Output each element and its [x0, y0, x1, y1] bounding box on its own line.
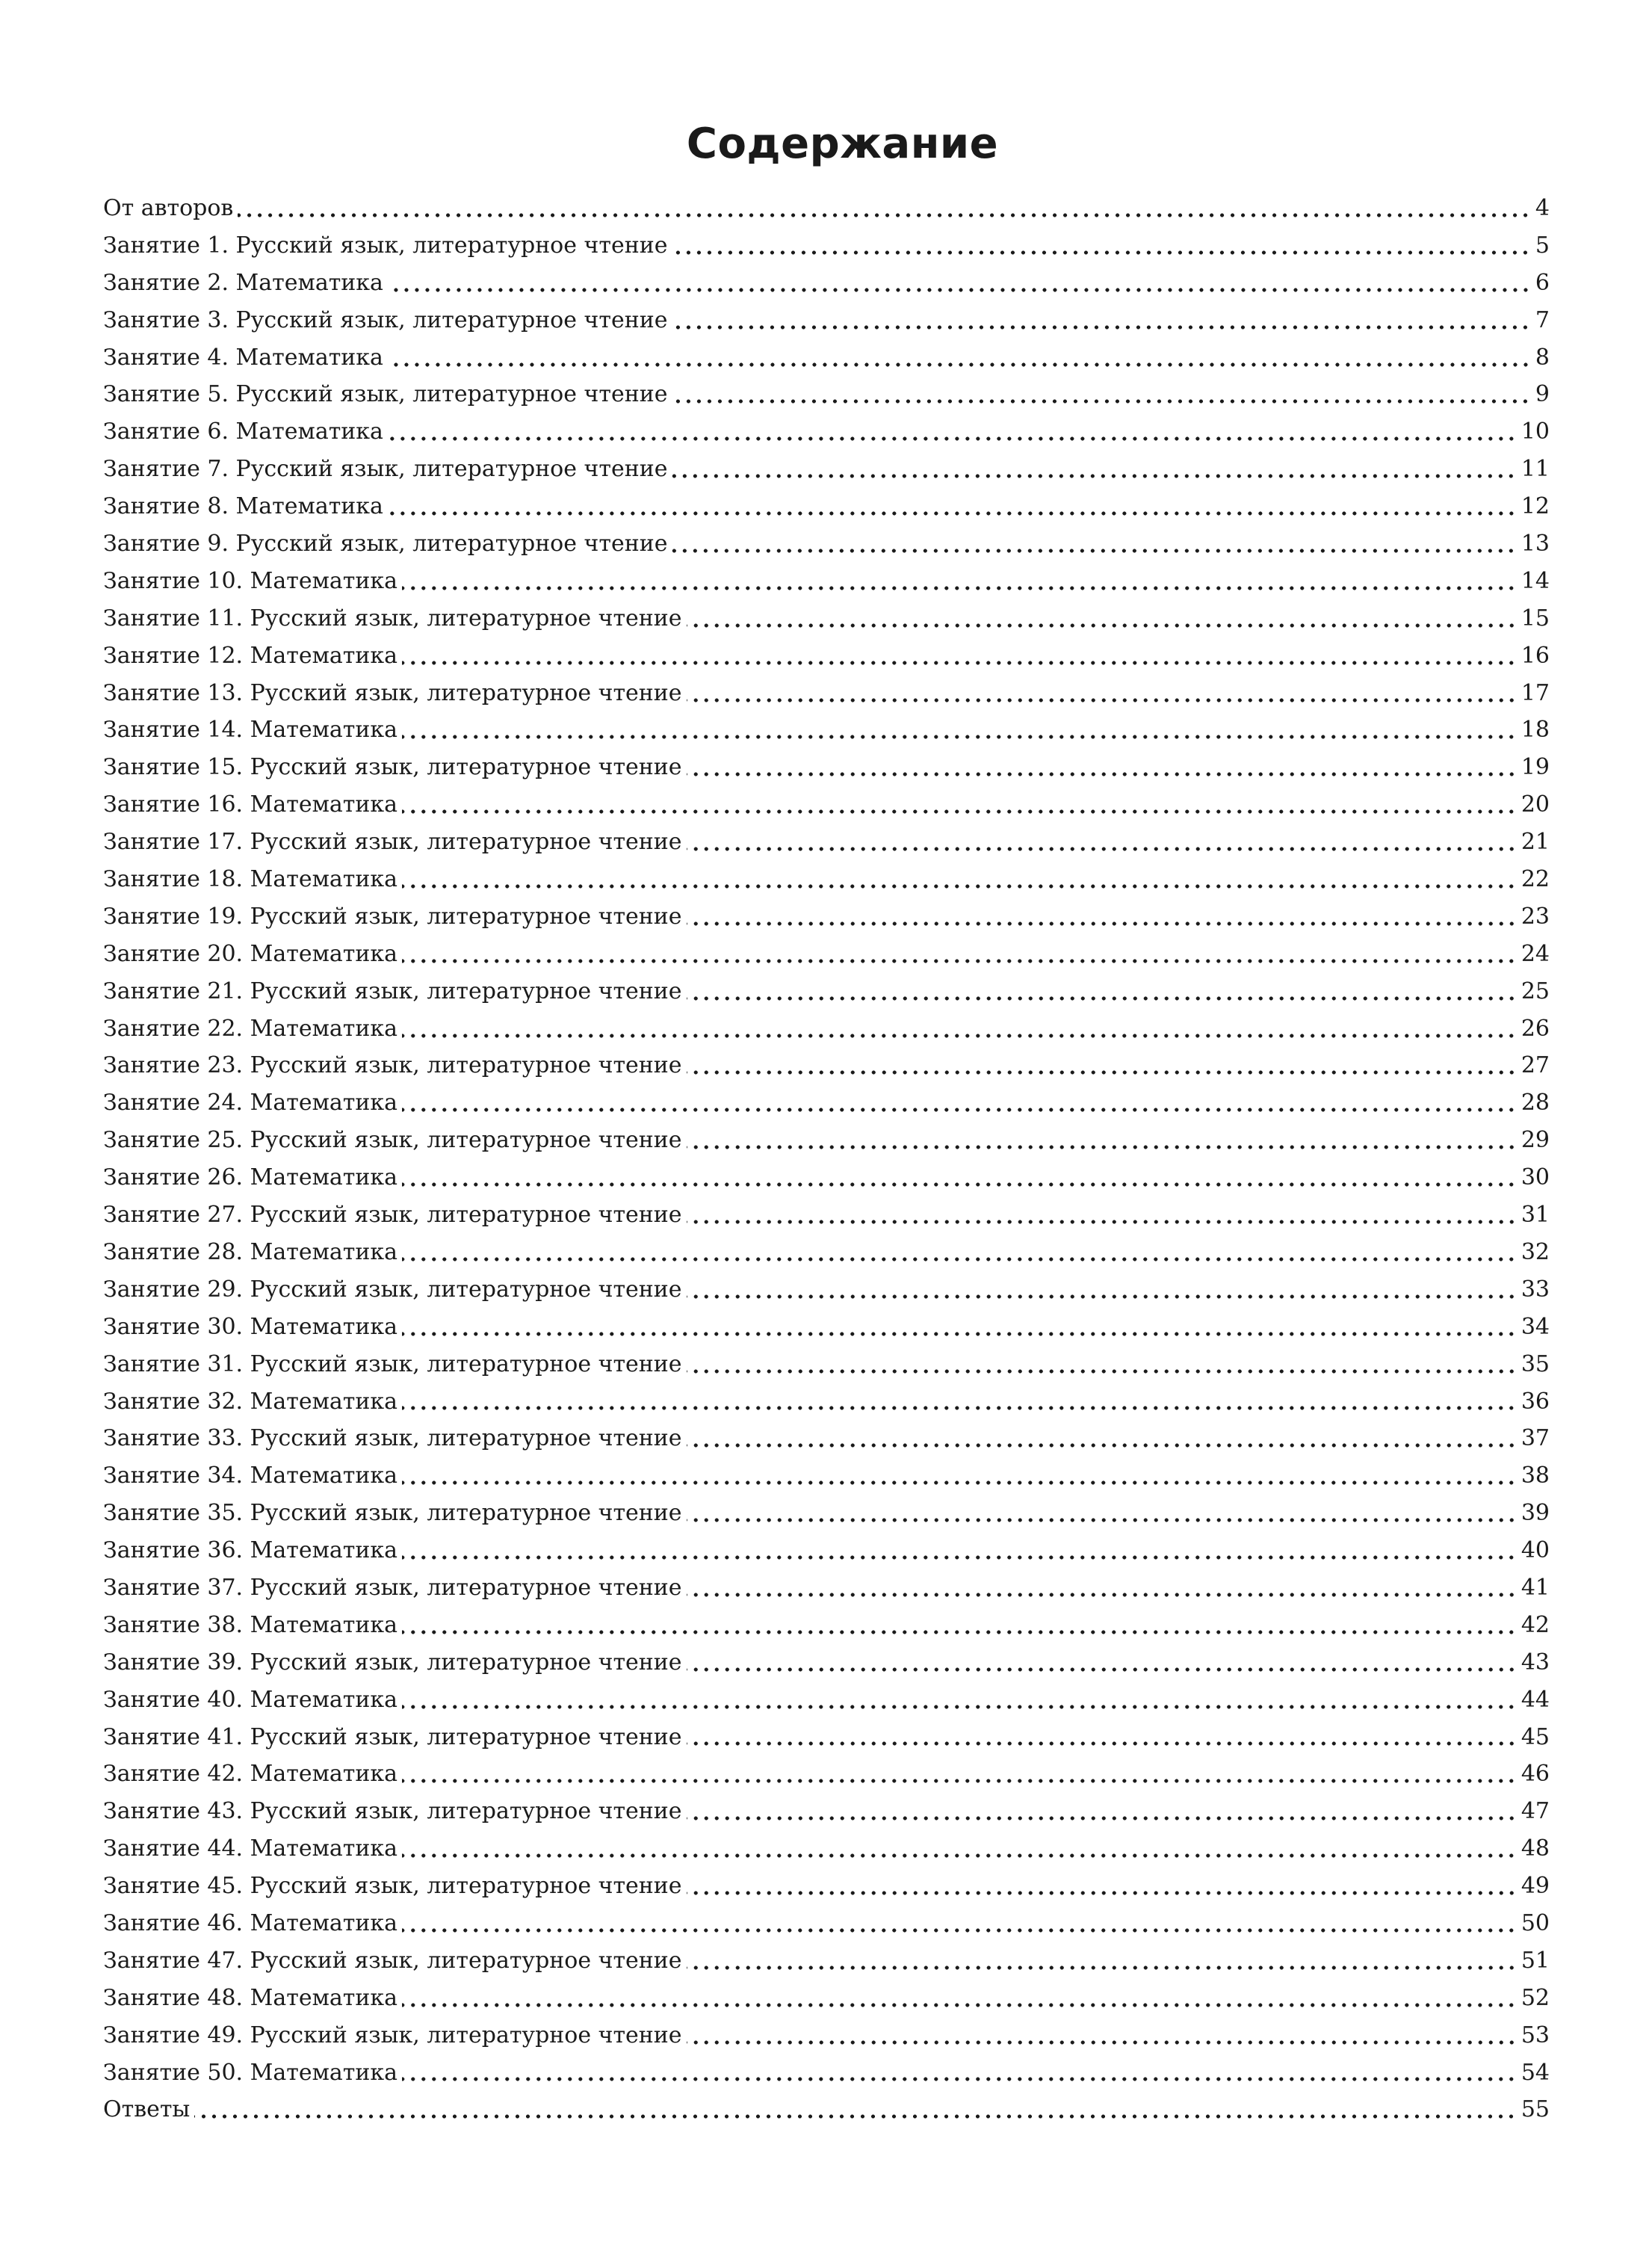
toc-entry-label: Занятие 9. Русский язык, литературное чтение — [103, 531, 668, 558]
toc-entry — [103, 1309, 1550, 1346]
dot-leader — [687, 1964, 1517, 1971]
toc-entry-label: Занятие 16. Математика — [103, 791, 398, 818]
toc-entry-label: Занятие 28. Математика — [103, 1238, 398, 1265]
toc-entry — [103, 898, 1550, 936]
dot-leader — [402, 808, 1517, 815]
toc-entry-page-number: 7 — [1535, 306, 1550, 333]
toc-entry-label: Занятие 19. Русский язык, литературное чтение — [103, 903, 682, 930]
dot-leader — [402, 883, 1517, 890]
toc-entry — [103, 1084, 1550, 1122]
toc-entry-label: Занятие 15. Русский язык, литературное чтение — [103, 754, 682, 781]
toc-entry-page-number: 46 — [1520, 1761, 1550, 1788]
toc-entry — [103, 1830, 1550, 1868]
toc-entry-page-number: 11 — [1520, 456, 1550, 483]
toc-entry — [103, 190, 1550, 227]
toc-entry — [103, 413, 1550, 451]
dot-leader — [687, 1740, 1517, 1747]
toc-entry-page-number: 19 — [1520, 754, 1550, 781]
toc-entry-page-number: 33 — [1520, 1276, 1550, 1303]
toc-entry-page-number: 43 — [1520, 1649, 1550, 1676]
toc-entry-page-number: 29 — [1520, 1127, 1550, 1154]
toc-entry — [103, 936, 1550, 973]
toc-entry-page-number: 15 — [1520, 605, 1550, 631]
toc-entry-label: Занятие 24. Математика — [103, 1090, 398, 1117]
dot-leader — [672, 249, 1530, 256]
toc-entry — [103, 637, 1550, 675]
toc-entry-label: Занятие 30. Математика — [103, 1313, 398, 1340]
toc-entry — [103, 675, 1550, 712]
dot-leader — [402, 1554, 1517, 1561]
toc-entry — [103, 749, 1550, 786]
toc-entry — [103, 1532, 1550, 1569]
dot-leader — [687, 1143, 1517, 1151]
toc-entry — [103, 451, 1550, 488]
toc-entry — [103, 861, 1550, 898]
dot-leader — [402, 584, 1517, 592]
toc-entry — [103, 1607, 1550, 1644]
toc-entry-label: Занятие 2. Математика — [103, 269, 383, 296]
toc-entry-label: Занятие 18. Математика — [103, 866, 398, 893]
toc-entry-label: Занятие 8. Математика — [103, 493, 383, 520]
toc-entry-page-number: 13 — [1520, 531, 1550, 558]
dot-leader — [388, 435, 1517, 442]
toc-entry-page-number: 6 — [1535, 269, 1550, 296]
toc-entry-page-number: 23 — [1520, 903, 1550, 930]
toc-entry-label: Занятие 34. Математика — [103, 1463, 398, 1489]
toc-entry — [103, 1010, 1550, 1048]
toc-entry-label: Занятие 21. Русский язык, литературное чтение — [103, 978, 682, 1004]
toc-entry — [103, 1047, 1550, 1084]
toc-entry — [103, 1495, 1550, 1532]
toc-entry-page-number: 37 — [1520, 1425, 1550, 1452]
toc-entry — [103, 339, 1550, 377]
dot-leader — [402, 1032, 1517, 1040]
toc-entry-label: Занятие 27. Русский язык, литературное чтение — [103, 1202, 682, 1229]
toc-entry — [103, 1346, 1550, 1383]
toc-entry — [103, 1868, 1550, 1905]
toc-entry-page-number: 20 — [1520, 791, 1550, 818]
dot-leader — [402, 1777, 1517, 1785]
toc-entry-page-number: 48 — [1520, 1835, 1550, 1862]
dot-leader — [402, 2001, 1517, 2009]
toc-entry-page-number: 40 — [1520, 1537, 1550, 1564]
toc-entry-label: Занятие 13. Русский язык, литературное чтение — [103, 679, 682, 706]
toc-entry-label: Занятие 38. Математика — [103, 1611, 398, 1638]
toc-entry-page-number: 12 — [1520, 493, 1550, 520]
toc-entry-label: Занятие 43. Русский язык, литературное чтение — [103, 1798, 682, 1825]
toc-entry — [103, 2054, 1550, 2092]
toc-entry-label: Занятие 40. Математика — [103, 1686, 398, 1713]
toc-entry-page-number: 53 — [1520, 2022, 1550, 2048]
toc-entry-page-number: 4 — [1535, 195, 1550, 221]
toc-entry-page-number: 38 — [1520, 1463, 1550, 1489]
toc-entry-label: Занятие 31. Русский язык, литературное чтение — [103, 1350, 682, 1377]
toc-entry-page-number: 28 — [1520, 1090, 1550, 1117]
toc-entry — [103, 600, 1550, 637]
toc-entry — [103, 1420, 1550, 1457]
dot-leader — [687, 697, 1517, 704]
toc-entry-label: Занятие 41. Русский язык, литературное чтение — [103, 1723, 682, 1750]
toc-entry-label: Занятие 11. Русский язык, литературное чтение — [103, 605, 682, 631]
page-title: Содержание — [686, 120, 999, 168]
toc-entry — [103, 376, 1550, 413]
toc-entry — [103, 488, 1550, 525]
toc-entry — [103, 525, 1550, 563]
toc-entry-page-number: 42 — [1520, 1611, 1550, 1638]
dot-leader — [402, 1927, 1517, 1934]
toc-entry-page-number: 16 — [1520, 642, 1550, 669]
dot-leader — [672, 472, 1516, 480]
dot-leader — [402, 957, 1517, 965]
dot-leader — [402, 1852, 1517, 1859]
toc-entry-page-number: 34 — [1520, 1313, 1550, 1340]
dot-leader — [687, 1591, 1517, 1599]
toc-entry-page-number: 8 — [1535, 344, 1550, 371]
toc-entry-label: Занятие 1. Русский язык, литературное чтение — [103, 232, 668, 259]
dot-leader — [687, 845, 1517, 853]
toc-entry — [103, 227, 1550, 265]
toc-entry-page-number: 25 — [1520, 978, 1550, 1004]
dot-leader — [687, 771, 1517, 778]
dot-leader — [687, 1442, 1517, 1449]
toc-entry — [103, 1755, 1550, 1793]
toc-entry-page-number: 26 — [1520, 1015, 1550, 1042]
toc-entry — [103, 2091, 1550, 2128]
toc-entry-label: Занятие 23. Русский язык, литературное чтение — [103, 1052, 682, 1079]
toc-entry-page-number: 54 — [1520, 2059, 1550, 2086]
table-of-contents — [103, 190, 1550, 2128]
toc-entry-page-number: 30 — [1520, 1164, 1550, 1191]
dot-leader — [687, 1069, 1517, 1076]
toc-entry-label: Занятие 49. Русский язык, литературное чтение — [103, 2022, 682, 2048]
toc-entry-page-number: 41 — [1520, 1574, 1550, 1601]
dot-leader — [672, 547, 1516, 555]
toc-entry-label: Занятие 29. Русский язык, литературное чтение — [103, 1276, 682, 1303]
toc-entry-page-number: 45 — [1520, 1723, 1550, 1750]
toc-entry-label: Занятие 36. Математика — [103, 1537, 398, 1564]
dot-leader — [672, 324, 1530, 331]
toc-entry-label: Занятие 33. Русский язык, литературное чтение — [103, 1425, 682, 1452]
toc-entry-page-number: 10 — [1520, 419, 1550, 445]
dot-leader — [687, 1889, 1517, 1897]
toc-entry-page-number: 27 — [1520, 1052, 1550, 1079]
toc-entry — [103, 302, 1550, 339]
toc-entry-page-number: 35 — [1520, 1350, 1550, 1377]
toc-entry-label: Занятие 32. Математика — [103, 1388, 398, 1415]
dot-leader — [687, 995, 1517, 1002]
toc-entry-label: Занятие 17. Русский язык, литературное чтение — [103, 829, 682, 856]
toc-entry — [103, 1719, 1550, 1756]
toc-entry — [103, 563, 1550, 600]
dot-leader — [402, 1106, 1517, 1114]
dot-leader — [687, 1666, 1517, 1673]
toc-entry-page-number: 52 — [1520, 1984, 1550, 2011]
toc-entry-label: Занятие 37. Русский язык, литературное чтение — [103, 1574, 682, 1601]
toc-entry-label: Занятие 7. Русский язык, литературное чтение — [103, 456, 668, 483]
toc-entry-page-number: 17 — [1520, 679, 1550, 706]
toc-entry — [103, 1457, 1550, 1495]
toc-entry-page-number: 39 — [1520, 1500, 1550, 1527]
toc-entry-label: Занятие 14. Математика — [103, 717, 398, 744]
dot-leader — [402, 1330, 1517, 1338]
toc-entry-label: Занятие 6. Математика — [103, 419, 383, 445]
toc-entry — [103, 1383, 1550, 1421]
toc-entry-label: Занятие 44. Математика — [103, 1835, 398, 1862]
dot-leader — [238, 211, 1531, 219]
toc-entry — [103, 1644, 1550, 1682]
toc-entry-page-number: 24 — [1520, 940, 1550, 967]
dot-leader — [687, 1368, 1517, 1375]
toc-entry-label: Ответы — [103, 2096, 191, 2123]
toc-entry-label: Занятие 47. Русский язык, литературное чтение — [103, 1947, 682, 1974]
toc-entry — [103, 973, 1550, 1010]
dot-leader — [388, 510, 1517, 517]
toc-entry-label: Занятие 45. Русский язык, литературное чтение — [103, 1873, 682, 1900]
toc-entry — [103, 1682, 1550, 1719]
toc-entry — [103, 711, 1550, 749]
toc-entry-page-number: 14 — [1520, 567, 1550, 594]
toc-entry-label: Занятие 46. Математика — [103, 1909, 398, 1936]
dot-leader — [687, 1815, 1517, 1822]
dot-leader — [402, 733, 1517, 741]
toc-entry-label: Занятие 10. Математика — [103, 567, 398, 594]
toc-entry-label: Занятие 4. Математика — [103, 344, 383, 371]
toc-entry-page-number: 44 — [1520, 1686, 1550, 1713]
dot-leader — [402, 1703, 1517, 1711]
dot-leader — [672, 398, 1530, 405]
toc-entry-page-number: 21 — [1520, 829, 1550, 856]
dot-leader — [687, 622, 1517, 629]
dot-leader — [402, 1404, 1517, 1412]
toc-entry — [103, 2017, 1550, 2054]
toc-entry — [103, 786, 1550, 824]
dot-leader — [687, 920, 1517, 927]
toc-entry-page-number: 49 — [1520, 1873, 1550, 1900]
toc-entry-page-number: 36 — [1520, 1388, 1550, 1415]
toc-entry — [103, 1905, 1550, 1942]
toc-entry — [103, 1196, 1550, 1234]
dot-leader — [687, 2039, 1517, 2046]
toc-entry-label: Занятие 39. Русский язык, литературное чтение — [103, 1649, 682, 1676]
toc-entry-label: Занятие 35. Русский язык, литературное чтение — [103, 1500, 682, 1527]
toc-entry-label: Занятие 20. Математика — [103, 940, 398, 967]
toc-entry — [103, 1793, 1550, 1830]
dot-leader — [402, 1479, 1517, 1486]
dot-leader — [388, 286, 1531, 294]
toc-entry — [103, 824, 1550, 861]
toc-entry-page-number: 31 — [1520, 1202, 1550, 1229]
toc-entry-label: Занятие 3. Русский язык, литературное чтение — [103, 306, 668, 333]
dot-leader — [402, 1256, 1517, 1263]
dot-leader — [194, 2113, 1517, 2120]
toc-entry-label: Занятие 25. Русский язык, литературное чтение — [103, 1127, 682, 1154]
toc-entry-page-number: 18 — [1520, 717, 1550, 744]
toc-entry-page-number: 9 — [1535, 381, 1550, 408]
toc-entry-page-number: 5 — [1535, 232, 1550, 259]
toc-entry-label: Занятие 42. Математика — [103, 1761, 398, 1788]
dot-leader — [402, 659, 1517, 667]
toc-entry-label: Занятие 12. Математика — [103, 642, 398, 669]
dot-leader — [687, 1516, 1517, 1524]
toc-entry-label: От авторов — [103, 195, 234, 221]
toc-entry-label: Занятие 26. Математика — [103, 1164, 398, 1191]
dot-leader — [402, 1181, 1517, 1188]
dot-leader — [687, 1218, 1517, 1226]
toc-entry-label: Занятие 22. Математика — [103, 1015, 398, 1042]
toc-entry — [103, 265, 1550, 302]
toc-entry — [103, 1271, 1550, 1309]
dot-leader — [388, 361, 1531, 368]
toc-entry-page-number: 47 — [1520, 1798, 1550, 1825]
dot-leader — [402, 2075, 1517, 2083]
toc-entry — [103, 1569, 1550, 1607]
toc-entry — [103, 1980, 1550, 2017]
toc-entry-label: Занятие 48. Математика — [103, 1984, 398, 2011]
toc-entry-label: Занятие 5. Русский язык, литературное чтение — [103, 381, 668, 408]
toc-entry-label: Занятие 50. Математика — [103, 2059, 398, 2086]
toc-entry-page-number: 51 — [1520, 1947, 1550, 1974]
toc-entry — [103, 1234, 1550, 1271]
toc-entry — [103, 1122, 1550, 1159]
dot-leader — [687, 1293, 1517, 1300]
toc-entry-page-number: 32 — [1520, 1238, 1550, 1265]
toc-entry — [103, 1942, 1550, 1980]
dot-leader — [402, 1628, 1517, 1636]
toc-entry-page-number: 22 — [1520, 866, 1550, 893]
toc-entry — [103, 1159, 1550, 1196]
toc-entry-page-number: 50 — [1520, 1909, 1550, 1936]
toc-entry-page-number: 55 — [1520, 2096, 1550, 2123]
